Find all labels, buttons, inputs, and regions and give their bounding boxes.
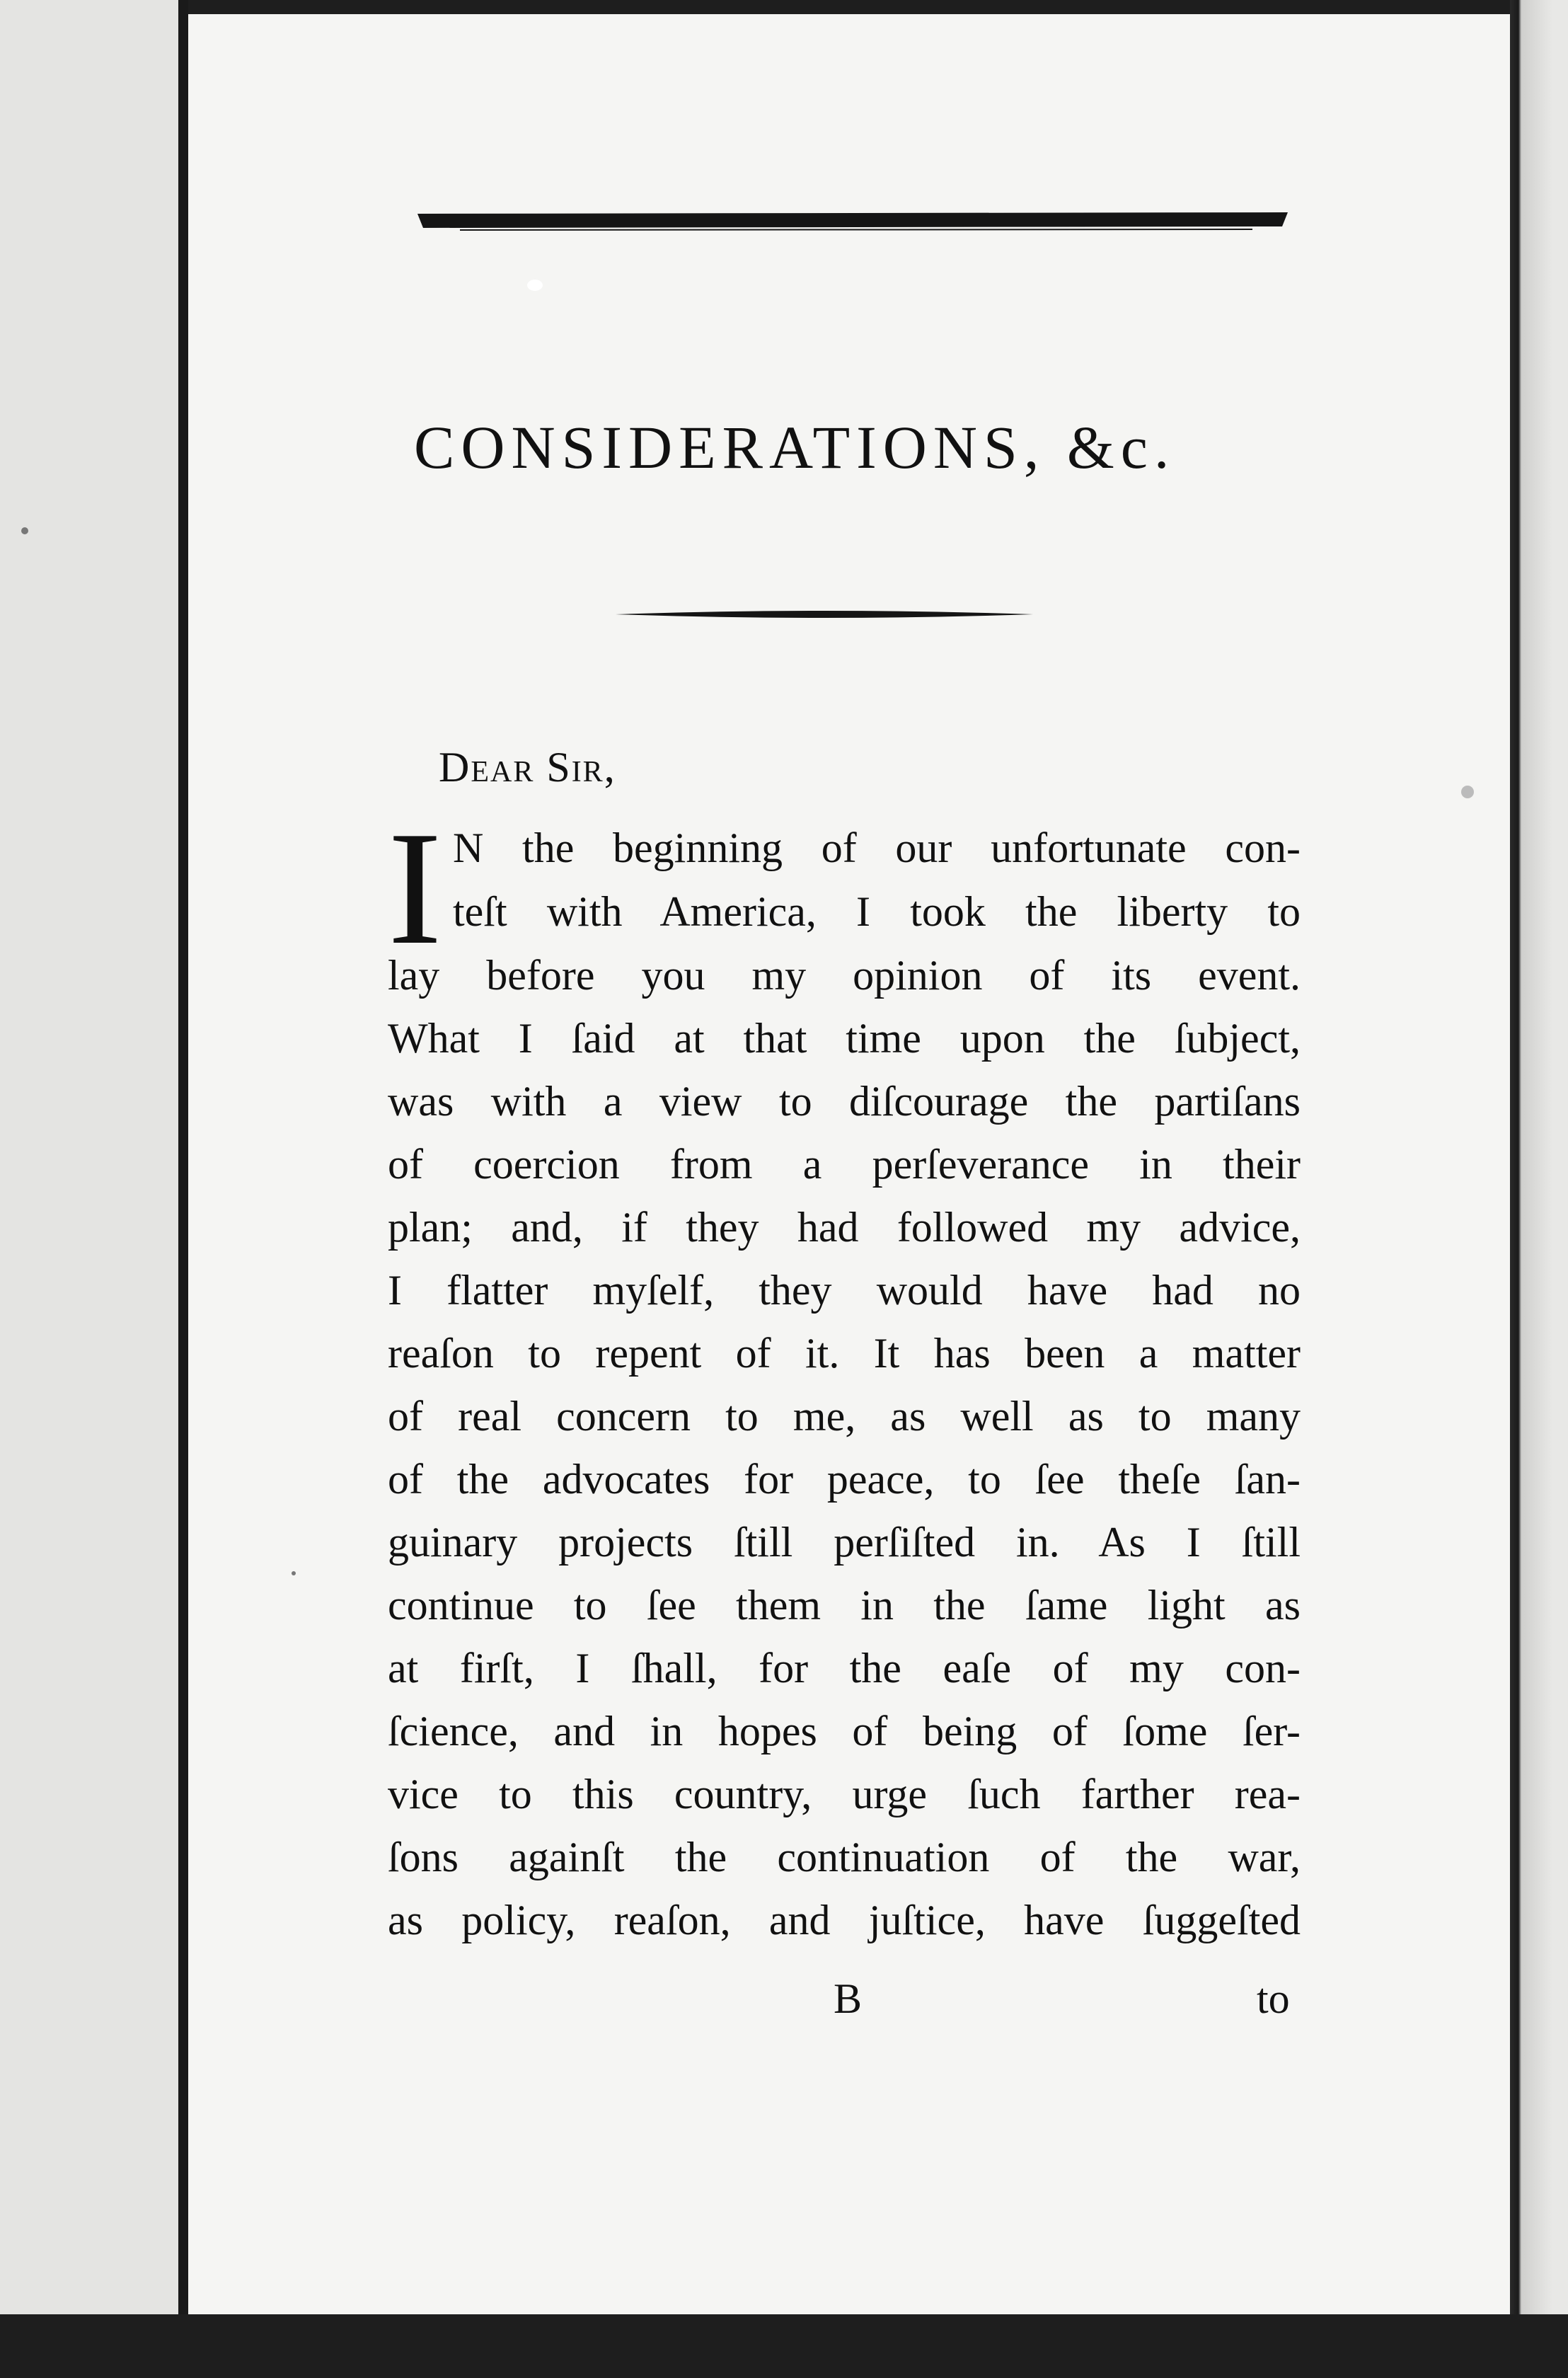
text-line: ſons againſt the continuation of the war, bbox=[388, 1834, 1301, 1880]
text-line: plan; and, if they had followed my advice, bbox=[388, 1204, 1301, 1251]
page-title: CONSIDERATIONS, &c. bbox=[414, 413, 1176, 481]
header-ornamental-rule bbox=[417, 212, 1288, 231]
text-line: teſt with America, I took the liberty to bbox=[453, 888, 1301, 935]
text-line: continue to ſee them in the ſame light as bbox=[388, 1582, 1301, 1629]
drop-cap: I bbox=[388, 798, 442, 978]
text-line: as policy, reaſon, and juſtice, have ſuggeſted bbox=[388, 1897, 1301, 1943]
paper-speck bbox=[1461, 786, 1474, 798]
letter-salutation: Dear Sir, bbox=[439, 744, 616, 791]
scan-border-bottom bbox=[0, 2314, 1568, 2378]
text-line: N the beginning of our unfortunate con- bbox=[453, 825, 1301, 871]
text-line: I flatter myſelf, they would have had no bbox=[388, 1267, 1301, 1314]
scan-border-right bbox=[1510, 0, 1568, 2378]
text-line: reaſon to repent of it. It has been a matter bbox=[388, 1330, 1301, 1377]
title-divider-rule bbox=[616, 607, 1033, 621]
catchword: to bbox=[1257, 1975, 1290, 2022]
text-line: guinary projects ſtill perſiſted in. As I ſtill bbox=[388, 1519, 1301, 1566]
scan-border-top bbox=[188, 0, 1510, 14]
paper-speck bbox=[21, 527, 28, 534]
text-line: What I ſaid at that time upon the ſubject, bbox=[388, 1015, 1301, 1062]
text-line: of the advocates for peace, to ſee theſe ſan- bbox=[388, 1456, 1301, 1503]
text-line: of coercion from a perſeverance in their bbox=[388, 1141, 1301, 1188]
text-line: vice to this country, urge ſuch farther rea- bbox=[388, 1771, 1301, 1817]
text-line: was with a view to diſcourage the partiſans bbox=[388, 1078, 1301, 1125]
paper-speck bbox=[292, 1571, 296, 1575]
text-line: of real concern to me, as well as to many bbox=[388, 1393, 1301, 1440]
text-line: ſcience, and in hopes of being of ſome ſer- bbox=[388, 1708, 1301, 1754]
text-line: lay before you my opinion of its event. bbox=[388, 952, 1301, 999]
book-gutter bbox=[178, 0, 188, 2336]
signature-mark: B bbox=[834, 1975, 863, 2022]
text-line: at firſt, I ſhall, for the eaſe of my con- bbox=[388, 1645, 1301, 1691]
facing-page bbox=[0, 0, 181, 2314]
paper-speck bbox=[527, 280, 543, 291]
